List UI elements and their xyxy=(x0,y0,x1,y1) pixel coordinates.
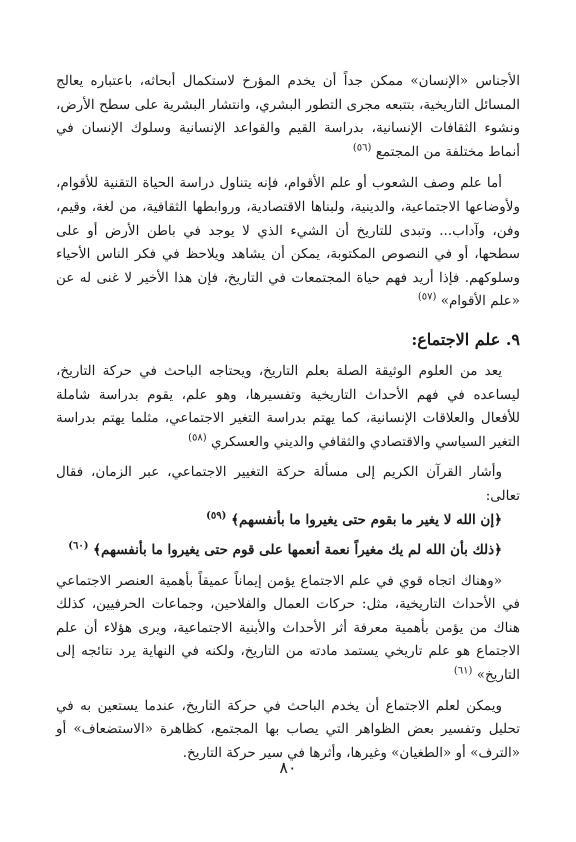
verse-text: ﴿ذلك بأن الله لم يك مغيراً نعمة أنعمها على قوم حتى يغيروا ما بأنفسهم﴾ xyxy=(93,542,502,559)
paragraph-text: أما علم وصف الشعوب أو علم الأقوام، فإنه يتناول دراسة الحياة التقنية للأقوام، ولأوضاعها الاجتماعية، والدينية، ولبناها الاقتصادية، وروابطها الثقافية، من لغة، وقيم، وفن، وآداب... وتبدى للتاريخ أن الشيء الذي لا يوجد في باطن الأرض أو على سطحها، أو في النصوص المكتوبة، يمكن أن يشاهد ويلاحظ في فكر الناس الأحياء وسلوكهم. فإذا أريد فهم حياة المجتمعات في التاريخ، فإن هذا الأخير لا غنى له عن «علم الأقوام» xyxy=(56,175,520,310)
paragraph-quran-intro: وأشار القرآن الكريم إلى مسألة حركة التغيير الاجتماعي، عبر الزمان، فقال تعالى: xyxy=(56,464,520,504)
footnote-ref: (٥٦) xyxy=(352,142,372,154)
paragraph-text: الأجناس «الإنسان» ممكن جداً أن يخدم المؤرخ لاستكمال أبحاثه، باعتباره يعالج المسائل التاريخية، بتتبعه مجرى التطور البشري، وانتشار البشرية على سطح الأرض، ونشوء الثقافات الإنسانية، بدراسة القيم والقواعد الإنسانية وسلوك الإنسان في أنماط مختلفة من المجتمع xyxy=(56,73,520,160)
paragraph-sociology-quote xyxy=(56,570,520,688)
section-heading: ٩. علم الاجتماع: xyxy=(411,329,520,349)
page-number: ٨٠ xyxy=(279,758,297,777)
quran-verse-1 xyxy=(56,509,520,533)
footnote-ref: (٥٨) xyxy=(188,432,207,444)
paragraph-ethnography xyxy=(56,172,520,314)
paragraph-text: يعد من العلوم الوثيقة الصلة بعلم التاريخ، ويحتاجه الباحث في حركة التاريخ، ليساعده في فهم الأحداث التاريخية وتفسيرها، وهو علم، يقوم بدراسة شاملة للأفعال والعلاقات الإنسانية، كما يهتم بدراسة التغير الاجتماعي، مثلما يهتم بدراسة التغير السياسي والاقتصادي والثقافي والديني والعسكري xyxy=(56,362,520,450)
footnote-ref: (٥٩) xyxy=(206,510,227,521)
quran-verse-2 xyxy=(56,539,520,563)
footnote-ref: (٥٧) xyxy=(417,291,437,303)
paragraph-anthropology xyxy=(56,70,520,164)
quote-text: «وهناك اتجاه قوي في علم الاجتماع يؤمن إيماناً عميقاً بأهمية العنصر الاجتماعي في الأحداث التاريخية، مثل: حركات العمال والفلاحين، وجماعات الحرفيين، كذلك هناك من يؤمن بأهمية معرفة أثر الأحداث والأبنية الاجتماعية، ويرى هؤلاء أن علم الاجتماع هو علم تاريخي يستمد مادته من التاريخ، ولكنه في النهاية يرد نتائجه إلى التاريخ» xyxy=(56,572,520,684)
verse-text: ﴿إن الله لا يغير ما بقوم حتى يغيروا ما بأنفسهم﴾ xyxy=(231,511,502,528)
footnote-ref: (٦٠) xyxy=(68,540,89,552)
paragraph-sociology xyxy=(56,360,520,454)
paragraph-sociology-use: ويمكن لعلم الاجتماع أن يخدم الباحث في حركة التاريخ، عندما يستعين به في تحليل وتفسير بعض الظواهر التي يصاب بها المجتمع، كظاهرة «الاستضعاف» أو «الترف» أو «الطغيان» وغيرها، وأثرها في سير حركة التاريخ. xyxy=(56,697,520,761)
footnote-ref: (٦١) xyxy=(453,665,473,677)
